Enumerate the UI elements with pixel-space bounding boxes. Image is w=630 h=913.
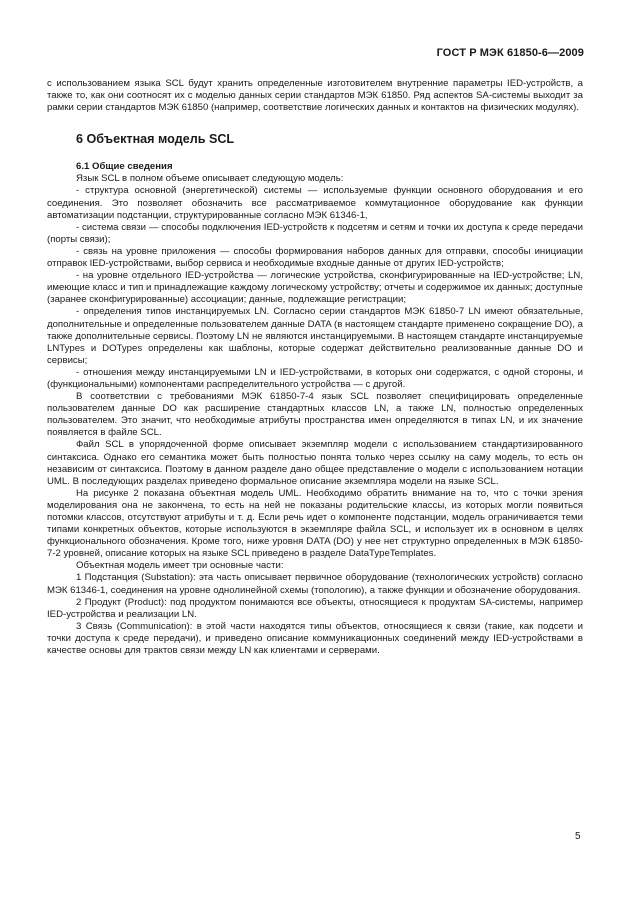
paragraph: 3 Связь (Communication): в этой части находятся типы объектов, относящиеся к связи (такие, как подсети и точки доступа к среде передачи), и приведено описание коммуникационных соединений между IED-устройствами в качестве основы для трактов связи между LN как клиентами и серверами. <box>47 620 583 657</box>
paragraph: На рисунке 2 показана объектная модель UML. Необходимо обратить внимание на то, что с точки зрения моделирования она не закончена, то есть на ней не показаны родительские классы, из которых могли появиться потомки классов, отсутствуют атрибуты и т. д. Если речь идет о компоненте подстанции, модель ограничивается теми типами конкретных объектов, которые используются в экземпляре файла SCL, и использует их в основном в целях функционального обозначения. Кроме того, ниже уровня DATA (DO) у нее нет структурно определенных в МЭК 61850-7-2 уровней, описание которых на языке SCL приведено в разделе DataTypeTemplates. <box>47 487 583 560</box>
paragraph: 1 Подстанция (Substation): эта часть описывает первичное оборудование (технологических устройств) согласно МЭК 61346-1, соединения на уровне однолинейной схемы (топологию), а также функции и обозначение оборудования. <box>47 572 583 596</box>
intro-paragraph: с использованием языка SCL будут хранить определенные изготовителем внутренние параметры IED-устройств, а также то, как они соотносят их с моделью данных серии стандартов МЭК 61850. Ряд аспектов SA-системы выходит за рамки серии стандартов МЭК 61850 (например, соответствие логических данных и контактов на физических модулях). <box>47 78 583 114</box>
standard-header: ГОСТ Р МЭК 61850-6—2009 <box>436 47 584 59</box>
paragraph: В соответствии с требованиями МЭК 61850-7-4 язык SCL позволяет специфицировать определенные пользователем данные DO как расширение стандартных классов LN, а также LN, полностью определенных пользователем. Это значит, что необходимые атрибуты пространства имен определяются в типах LN, и их значение появляется в файле SCL. <box>47 391 583 439</box>
page-number: 5 <box>575 831 581 842</box>
paragraph: - структура основной (энергетической) системы — используемые функции основного оборудования и его соединения. Это позволяет обозначить все рассматриваемое коммутационное оборудование как функции автоматизации подстанции, структурированные согласно МЭК 61346-1, <box>47 185 583 221</box>
paragraph: Язык SCL в полном объеме описывает следующую модель: <box>76 173 344 185</box>
paragraph: Объектная модель имеет три основные части: <box>76 560 284 572</box>
paragraph: - определения типов инстанцируемых LN. Согласно серии стандартов МЭК 61850-7 LN имеют обязательные, дополнительные и определенные пользователем данные DATA (в настоящем стандарте применено сокращение DO), а также дополнительные сервисы. Поэтому LN не являются инстанцируемыми. В настоящем стандарте инстанцируемые LNTypes и DOTypes определены как шаблоны, которые содержат действительно реализованные данные DO и сервисы; <box>47 306 583 366</box>
subsection-title: 6.1 Общие сведения <box>76 161 173 173</box>
paragraph: - система связи — способы подключения IED-устройств к подсетям и сетям и точки их доступа к среде передачи (порты связи); <box>47 221 583 245</box>
paragraph: Файл SCL в упорядоченной форме описывает экземпляр модели с использованием стандартизированного синтаксиса. Однако его семантика может быть полностью понята только через ссылку на саму модель, то есть он независим от синтаксиса. Поэтому в данном разделе дано общее представление о модели с использованием нотации UML. В последующих разделах приведено формальное описание экземпляра модели на языке SCL. <box>47 439 583 487</box>
section-title: 6 Объектная модель SCL <box>76 132 235 147</box>
paragraph: - на уровне отдельного IED-устройства — логические устройства, сконфигурированные на IED-устройстве; LN, имеющие класс и тип и принадлежащие каждому логическому устройству; отчеты и содержимое их данных; доступные (заранее сконфигурированные) ассоциации; данные, подлежащие регистрации; <box>47 270 583 306</box>
paragraph: - связь на уровне приложения — способы формирования наборов данных для отправки, способы инициации отправок IED-устройствами, выбор сервиса и необходимые входные данные от других IED-устройств; <box>47 245 583 270</box>
page-content <box>47 78 583 657</box>
paragraph: - отношения между инстанцируемыми LN и IED-устройствами, в которых они содержатся, с одной стороны, и (функциональными) компонентами распределительного устройства — с другой. <box>47 366 583 390</box>
paragraph: 2 Продукт (Product): под продуктом понимаются все объекты, относящиеся к продуктам SA-системы, например IED-устройства и реализации LN. <box>47 596 583 620</box>
